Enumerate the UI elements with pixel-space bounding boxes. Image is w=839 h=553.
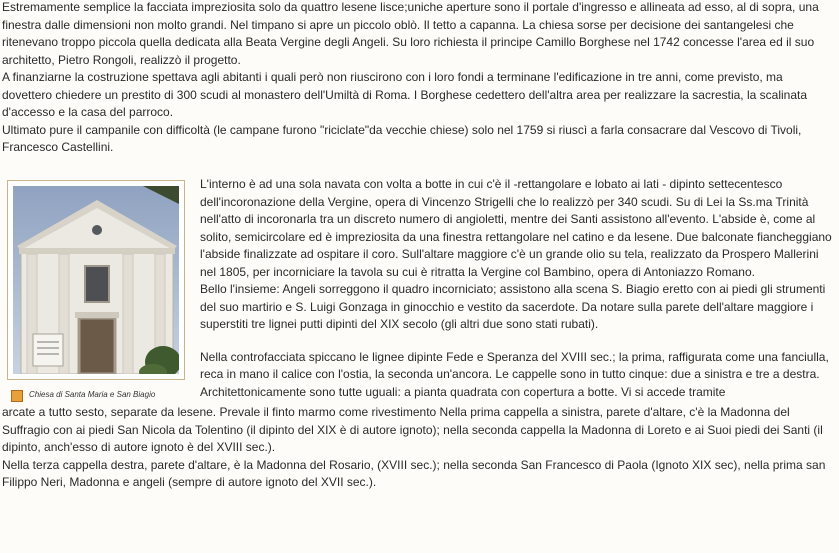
intro-paragraph-1: Estremamente semplice la facciata impreziosita solo da quattro lesene lisce;uniche aperture sono il portale d'ingresso e allineata ad esso, al di sopra, una finestra dalle dimensioni non molto grandi. Nel timpano si apre un piccolo oblò. Il tetto a capanna. La chiesa sorse per decisione dei santangelesi che ritenevano troppo piccola quella dedicata alla Beata Vergine degli Angeli. Su loro richiesta il principe Camillo Borghese nel 1742 concesse l'area ed il suo architetto, Pietro Rongoli, realizzò il progetto. (2, 0, 819, 67)
oculus-window (92, 225, 102, 235)
intro-text (2, 0, 834, 157)
paragraph-gap (200, 334, 834, 349)
bottom-paragraph-2: Nella terza cappella destra, parete d'altare, è la Madonna del Rosario, (XVIII sec.); nella seconda San Francesco di Paola (Ignoto XIX sec), nella prima san Filippo Neri, Madonna e angeli (sempre di autore ignoto del XVII sec.). (2, 457, 826, 489)
church-photo-frame (7, 180, 185, 380)
bottom-text (2, 404, 834, 492)
intro-paragraph-2: A finanziarne la costruzione spettava agli abitanti i quali però non riuscirono con i loro fondi a terminane l'edificazione in tre anni, come previsto, ma dovettero chiedere un prestito di 300 scudi al monastero dell'Umiltà di Roma. I Borghese cedettero dell'altra area per realizzare la sacrestia, la scalinata d'accesso e la casa del parroco. (2, 70, 808, 119)
figure-caption: Chiesa di Santa Maria e San Biagio (29, 390, 156, 399)
facade-door (79, 318, 115, 374)
church-photo[interactable] (13, 186, 179, 374)
church-figure (7, 180, 188, 405)
intro-paragraph-3: Ultimato pure il campanile con difficoltà (le campane furono "riciclate"da vecchie chiese) solo nel 1759 si riuscì a farla consacrare dal Vescovo di Tivoli, Francesco Castellini. (2, 122, 802, 154)
church-illustration (13, 186, 179, 374)
side-paragraph-1: L'interno è ad una sola navata con volta a botte in cui c'è il -rettangolare e lobato ai lati - dipinto settecentesco dell'incoronazione della Vergine, opera di Vincenzo Strigelli che lo realizzò per 340 scudi. Su di Lei la Ss.ma Trinità nell'atto di incoronarla tra un discreto numero di angioletti, mentre dei Santi assistono all'evento. L'abside è, come al solito, semicircolare ed è impreziosita da una finestra rettangolare nel catino e da lesene. Due balconate fiancheggiano l'abside finalizzate ad ospitare il coro. Sull'altare maggiore c'è un grande olio su tela, realizzato da Prospero Mallerini nel 1805, per incorniciare la tavola su cui è ritratta la Vergine col Bambino, opera di Antoniazzo Romano. (200, 177, 832, 279)
bottom-paragraph-1: arcate a tutto sesto, separate da lesene. Prevale il finto marmo come rivestimento Nella prima cappella a sinistra, parete d'altare, c'è la Madonna del Suffragio con ai piedi San Nicola da Tolentino (il dipinto del XIX è di autore ignoto); nella seconda cappella la Madonna di Loreto e ai Suoi piedi dei Santi (il dipinto, anch'esso di autore ignoto è del XVIII sec.). (2, 405, 823, 454)
facade-window (85, 266, 109, 302)
photo-icon[interactable] (11, 390, 23, 402)
side-paragraph-2: Bello l'insieme: Angeli sorreggono il quadro incorniciato; assistono alla scena S. Biagio eretto con ai piedi gli strumenti del suo martirio e S. Luigi Gonzaga in ginocchio e vestito da sacerdote. Da notare sulla parete dell'altare maggiore i superstiti tre lignei putti dipinti del XIX secolo (gli altri due sono stati rubati). (200, 282, 826, 331)
side-paragraph-3: Nella controfacciata spiccano le lignee dipinte Fede e Speranza del XVIII sec.; la prima, raffigurata come una fanciulla, reca in mano il calice con l'ostia, la seconda un'ancora. Le cappelle sono in tutto cinque: due a sinistra e tre a destra. Architettonicamente sono tutte uguali: a pianta quadrata con copertura a botte. Vi si accede tramite (200, 349, 829, 399)
side-text (200, 176, 834, 401)
